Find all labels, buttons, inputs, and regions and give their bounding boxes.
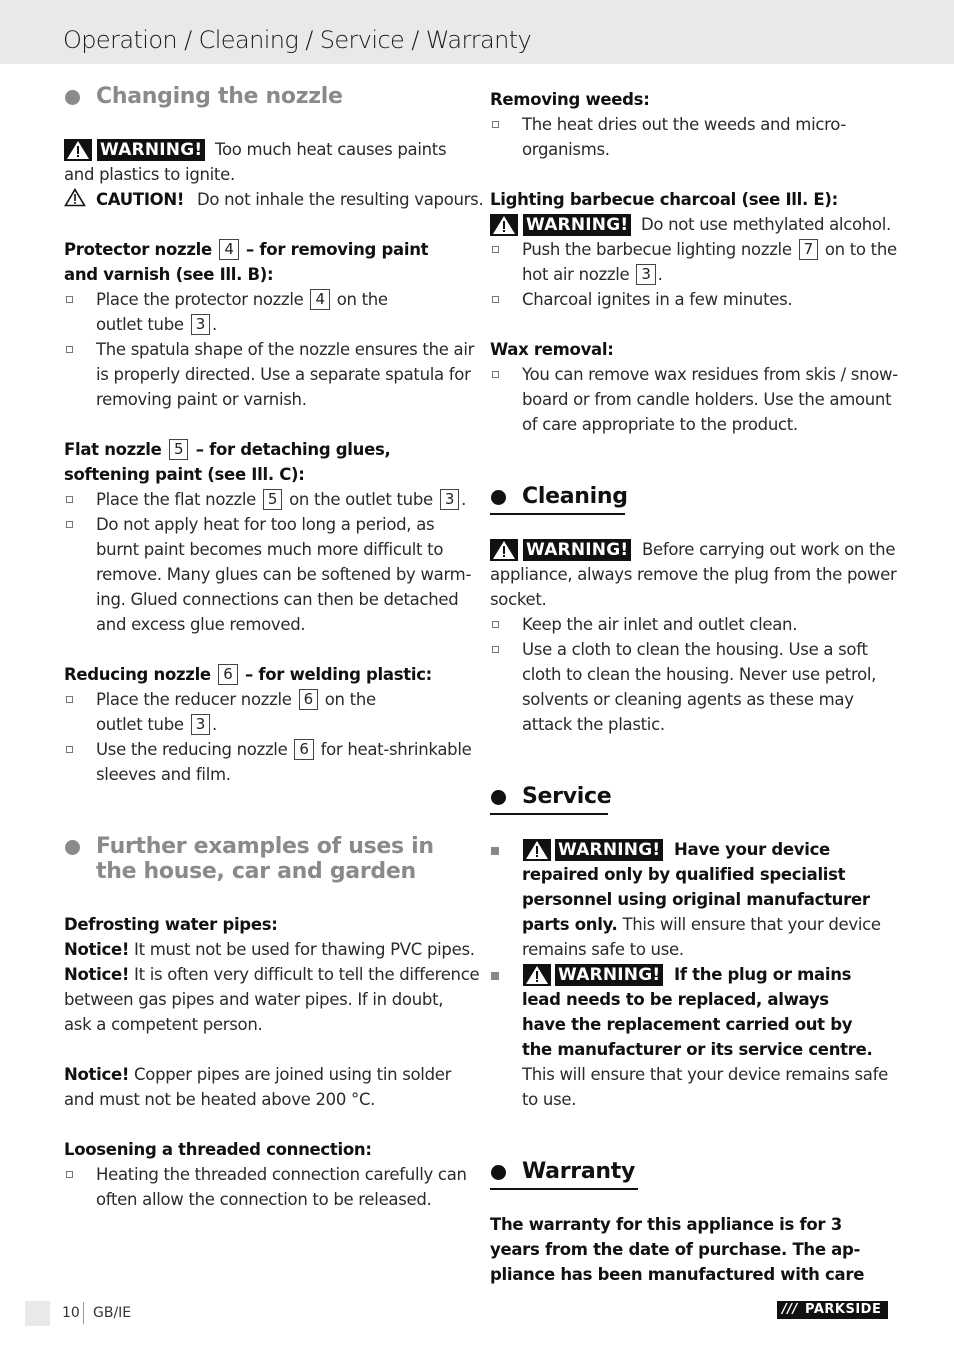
- bullet-square: [66, 1171, 73, 1178]
- heading-underline: [490, 513, 625, 515]
- service-warning-text: to use.: [522, 1090, 577, 1109]
- notice-paragraph: Notice! Copper pipes are joined using tin solder: [64, 1065, 452, 1084]
- list-item: burnt paint becomes much more difficult to: [96, 540, 444, 559]
- warning-text: Too much heat causes paints: [215, 140, 447, 159]
- bullet-square: [492, 246, 499, 253]
- notice-paragraph: Notice! It must not be used for thawing PVC pipes.: [64, 940, 475, 959]
- bullet-filled-square: [491, 972, 499, 980]
- page-header: [0, 0, 954, 64]
- part-ref-4: 4: [219, 239, 238, 260]
- list-item: Place the protector nozzle 4 on the: [96, 290, 388, 309]
- service-warning-text: parts only. This will ensure that your device: [522, 915, 881, 934]
- list-item: sleeves and film.: [96, 765, 231, 784]
- wax-title: Wax removal:: [490, 340, 614, 359]
- warning-label: WARNING!: [523, 539, 631, 561]
- notice-paragraph: between gas pipes and water pipes. If in doubt,: [64, 990, 444, 1009]
- page-title: Operation / Cleaning / Service / Warranty: [63, 26, 532, 54]
- list-item: hot air nozzle 3 .: [522, 265, 663, 284]
- warning-triangle-icon: [523, 964, 551, 986]
- reducing-title: Reducing nozzle 6 – for welding plastic:: [64, 665, 432, 684]
- list-item: is properly directed. Use a separate spatula for: [96, 365, 471, 384]
- service-warning-text: Have your device: [674, 840, 830, 859]
- service-warning-text: If the plug or mains: [674, 965, 852, 984]
- list-item: organisms.: [522, 140, 610, 159]
- notice-paragraph: ask a competent person.: [64, 1015, 263, 1034]
- section-bullet: [491, 1165, 506, 1180]
- warning-triangle-icon: [64, 139, 92, 161]
- list-item: outlet tube 3 .: [96, 315, 217, 334]
- list-item: cloth to clean the housing. Never use petrol,: [522, 665, 877, 684]
- service-warning-text: lead needs to be replaced, always: [522, 990, 829, 1009]
- list-item: attack the plastic.: [522, 715, 665, 734]
- bullet-square: [492, 621, 499, 628]
- section-bullet: [491, 790, 506, 805]
- bullet-square: [66, 696, 73, 703]
- section-bullet: [491, 490, 506, 505]
- heading-underline: [490, 1188, 638, 1190]
- service-warning-text: have the replacement carried out by: [522, 1015, 853, 1034]
- service-warning-text: remains safe to use.: [522, 940, 684, 959]
- list-item: solvents or cleaning agents as these may: [522, 690, 854, 709]
- heading-further-examples: the house, car and garden: [96, 859, 416, 884]
- warning-label: WARNING!: [555, 839, 663, 861]
- warning-triangle-icon: [523, 839, 551, 861]
- warning-triangle-icon: [490, 214, 518, 236]
- list-item: Place the reducer nozzle 6 on the: [96, 690, 376, 709]
- heading-cleaning: Cleaning: [522, 484, 628, 509]
- warning-text: Do not use methylated alcohol.: [641, 215, 891, 234]
- notice-paragraph: Notice! It is often very difficult to tell the difference: [64, 965, 480, 984]
- page-number: 10: [62, 1305, 80, 1321]
- parkside-logo: /// PARKSIDE: [777, 1301, 888, 1319]
- section-bullet: [65, 90, 80, 105]
- list-item: board or from candle holders. Use the amount: [522, 390, 892, 409]
- bullet-square: [492, 296, 499, 303]
- protector-title: and varnish (see Ill. B):: [64, 265, 274, 284]
- heading-service: Service: [522, 784, 612, 809]
- caution-text: Do not inhale the resulting vapours.: [197, 190, 484, 209]
- list-item: ing. Glued connections can then be detached: [96, 590, 459, 609]
- service-warning-text: This will ensure that your device remains safe: [522, 1065, 888, 1084]
- list-item: of care appropriate to the product.: [522, 415, 798, 434]
- footer-box: [25, 1301, 50, 1326]
- section-bullet: [65, 840, 80, 855]
- heading-underline: [490, 813, 608, 815]
- list-item: and excess glue removed.: [96, 615, 306, 634]
- language-code: GB/IE: [93, 1305, 132, 1321]
- flat-title: softening paint (see Ill. C):: [64, 465, 305, 484]
- bbq-title: Lighting barbecue charcoal (see Ill. E):: [490, 190, 838, 209]
- service-warning-text: personnel using original manufacturer: [522, 890, 870, 909]
- list-item: Heating the threaded connection carefully can: [96, 1165, 467, 1184]
- list-item: often allow the connection to be released.: [96, 1190, 432, 1209]
- warning-text: appliance, always remove the plug from the power: [490, 565, 897, 584]
- service-warning-text: the manufacturer or its service centre.: [522, 1040, 873, 1059]
- defrost-title: Defrosting water pipes:: [64, 915, 278, 934]
- bullet-square: [66, 496, 73, 503]
- heading-warranty: Warranty: [522, 1159, 635, 1184]
- list-item: Charcoal ignites in a few minutes.: [522, 290, 793, 309]
- caution-label: CAUTION!: [96, 190, 185, 209]
- bullet-square: [492, 371, 499, 378]
- warning-label: WARNING!: [523, 214, 631, 236]
- warning-label: WARNING!: [555, 964, 663, 986]
- list-item: outlet tube 3 .: [96, 715, 217, 734]
- list-item: You can remove wax residues from skis / snow-: [522, 365, 898, 384]
- list-item: Use the reducing nozzle 6 for heat-shrinkable: [96, 740, 472, 759]
- warranty-text: The warranty for this appliance is for 3: [490, 1215, 842, 1234]
- warning-text: socket.: [490, 590, 547, 609]
- bullet-square: [66, 296, 73, 303]
- bullet-square: [492, 646, 499, 653]
- list-item: The heat dries out the weeds and micro-: [522, 115, 846, 134]
- list-item: Keep the air inlet and outlet clean.: [522, 615, 798, 634]
- part-ref-5: 5: [169, 439, 188, 460]
- protector-title: Protector nozzle 4 – for removing paint: [64, 240, 429, 259]
- footer-divider: [83, 1302, 84, 1324]
- caution-triangle-icon: [64, 188, 86, 207]
- warranty-text: pliance has been manufactured with care: [490, 1265, 865, 1284]
- heading-further-examples: Further examples of uses in: [96, 834, 434, 859]
- bullet-square: [492, 121, 499, 128]
- notice-paragraph: and must not be heated above 200 °C.: [64, 1090, 376, 1109]
- list-item: Push the barbecue lighting nozzle 7 on to the: [522, 240, 897, 259]
- warning-triangle-icon: [490, 539, 518, 561]
- heading-changing-nozzle: Changing the nozzle: [96, 84, 343, 109]
- list-item: removing paint or varnish.: [96, 390, 307, 409]
- list-item: Do not apply heat for too long a period, as: [96, 515, 435, 534]
- list-item: The spatula shape of the nozzle ensures the air: [96, 340, 475, 359]
- bullet-square: [66, 746, 73, 753]
- warning-text: Before carrying out work on the: [642, 540, 896, 559]
- list-item: Use a cloth to clean the housing. Use a soft: [522, 640, 868, 659]
- bullet-filled-square: [491, 847, 499, 855]
- loosen-title: Loosening a threaded connection:: [64, 1140, 372, 1159]
- part-ref-6: 6: [218, 664, 237, 685]
- warning-text: and plastics to ignite.: [64, 165, 235, 184]
- flat-title: Flat nozzle 5 – for detaching glues,: [64, 440, 391, 459]
- list-item: Place the flat nozzle 5 on the outlet tube 3 .: [96, 490, 467, 509]
- bullet-square: [66, 346, 73, 353]
- weeds-title: Removing weeds:: [490, 90, 650, 109]
- list-item: remove. Many glues can be softened by warm-: [96, 565, 472, 584]
- warning-label: WARNING!: [97, 139, 205, 161]
- service-warning-text: repaired only by qualified specialist: [522, 865, 846, 884]
- warranty-text: years from the date of purchase. The ap-: [490, 1240, 861, 1259]
- bullet-square: [66, 521, 73, 528]
